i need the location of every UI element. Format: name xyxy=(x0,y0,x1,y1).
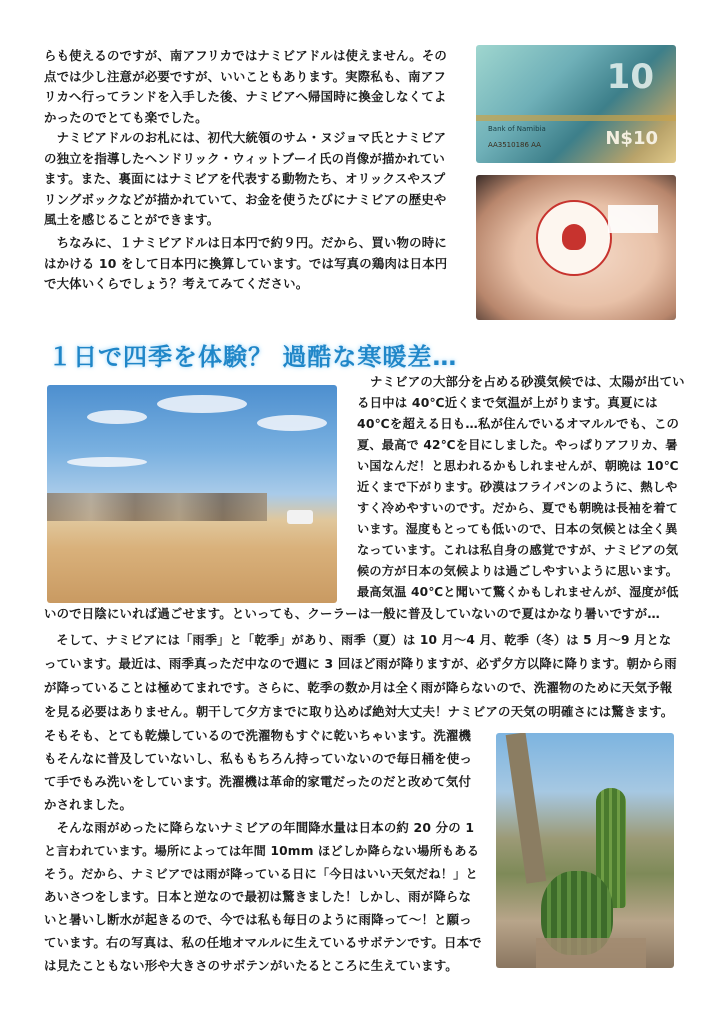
text-line: そもそも、とても乾燥しているので洗濯物もすぐに乾いちゃいます。洗濯機 xyxy=(44,728,472,743)
text-line: います。湿度もとっても低いので、日本の気候とは全く異 xyxy=(357,522,678,536)
text-line: そう。だから、ナミビアでは雨が降っている日に「今日はいい天気だね！」と xyxy=(44,867,478,881)
text-line: リカへ行ってランドを入手した後、ナミビアへ帰国時に換金しなくてよ xyxy=(44,89,447,104)
banknote-serial: AA3510186 AA xyxy=(488,141,541,149)
text-line: 風土を感じることができます。 xyxy=(44,212,220,227)
text-line: かされました。 xyxy=(44,797,133,812)
banknote-currency-mark: N$10 xyxy=(605,128,658,149)
text-line: そんな雨がめったに降らないナミビアの年間降水量は日本の約 20 分の 1 xyxy=(44,820,475,835)
text-line: が降っていることは極めてまれです。さらに、乾季の数か月は全く雨が降らないので、洗濯物のために天気予報 xyxy=(44,680,673,695)
text-line: を見る必要はありません。朝干して夕方までに取り込めば絶対大丈夫！ナミビアの天気の明確さには驚きます。 xyxy=(44,704,674,719)
banknote-bank-name: Bank of Namibia xyxy=(488,125,546,133)
text-line: 最高気温 40℃と聞いて驚くかもしれませんが、湿度が低 xyxy=(357,585,679,599)
text-line: ます。また、裏面にはナミビアを代表する動物たち、オリックスやスプ xyxy=(44,171,446,186)
text-line: なっています。これは私自身の感覚ですが、ナミビアの気 xyxy=(357,543,679,557)
banknote-value: 10 xyxy=(606,57,654,97)
text-line: ナミビアドルのお札には、初代大統領のサム・ヌジョマ氏とナミビア xyxy=(44,130,447,145)
text-line: はかける 10 をして日本円に換算しています。では写真の鶏肉は日本円 xyxy=(44,255,448,271)
rooster-logo-label xyxy=(536,200,612,276)
rocks xyxy=(536,938,646,968)
text-line: リングボックなどが描かれていて、お金を使うたびにナミビアの歴史や xyxy=(44,191,447,207)
desert-village-photo xyxy=(47,385,337,603)
text-line: っています。最近は、雨季真っただ中なので週に 3 回ほど雨が降りますが、必ず夕方以降に降ります。朝から雨 xyxy=(44,656,677,671)
huts-row xyxy=(47,493,267,521)
text-line: い国なんだ！と思われるかもしれませんが、朝晩は 10℃ xyxy=(357,459,679,473)
truck xyxy=(287,510,313,524)
namibian-dollar-banknote-photo xyxy=(476,45,676,163)
text-line: る日中は 40℃近くまで気温が上がります。真夏には xyxy=(357,395,658,410)
tree-trunk xyxy=(506,733,547,884)
text-line: 点では少し注意が必要ですが、いいこともあります。実際私も、南アフ xyxy=(44,68,446,84)
text-line: は見たこともない形や大きさのサボテンがいたるところに生えています。 xyxy=(44,958,458,973)
text-line: の独立を指導したヘンドリック・ウィットブーイ氏の肖像が描かれてい xyxy=(44,150,445,166)
text-line: で大体いくらでしょう？考えてみてください。 xyxy=(44,276,309,291)
text-line: て手でもみ洗いをしています。洗濯機は革命的家電だったのだと改めて気付 xyxy=(44,774,472,789)
text-line: ナミビアの大部分を占める砂漠気候では、太陽が出てい xyxy=(370,374,685,389)
text-line: もそんなに普及していないし、私ももちろん持っていないので毎日桶を使っ xyxy=(44,751,473,766)
cactus-photo xyxy=(496,733,674,968)
text-line: すく冷めやすいのです。だから、夏でも朝晩は長袖を着て xyxy=(357,501,679,515)
section-heading: １日で四季を体験？ 過酷な寒暖差… xyxy=(48,343,458,371)
text-line: あいさつをします。日本と逆なので最初は驚きました！しかし、雨が降らな xyxy=(44,889,472,904)
text-line: と言われています。場所によっては年間 10mm ほどしか降らない場所もある xyxy=(44,844,480,858)
text-line: ています。右の写真は、私の任地オマルルに生えているサボテンです。日本で xyxy=(44,935,482,950)
text-line: 夏、最高で 42℃を目にしました。やっぱりアフリカ、暑 xyxy=(357,438,678,452)
text-line: らも使えるのですが、南アフリカではナミビアドルは使えません。その xyxy=(44,48,448,63)
text-line: 近くまで下がります。砂漠はフライパンのように、熱しや xyxy=(357,480,678,494)
text-line: ちなみに、１ナミビアドルは日本円で約９円。だから、買い物の時に xyxy=(44,235,447,250)
text-line: いと暑いし断水が起きるので、今では私も毎日のように雨降って～！と願っ xyxy=(44,912,472,927)
price-tag xyxy=(608,205,658,233)
text-line: 候の方が日本の気候よりは過ごしやすいように思います。 xyxy=(357,564,679,578)
packaged-chicken-photo xyxy=(476,175,676,320)
text-line: いので日陰にいれば過ごせます。といっても、クーラーは一般に普及していないので夏はかなり暑いですが… xyxy=(44,606,660,621)
text-line: そして、ナミビアには「雨季」と「乾季」があり、雨季（夏）は 10 月～4 月、乾季（冬）は 5 月～9 月とな xyxy=(44,633,672,647)
text-line: かったのでとても楽でした。 xyxy=(44,109,208,125)
text-line: 40℃を超える日も…私が住んでいるオマルルでも、この xyxy=(357,416,680,431)
